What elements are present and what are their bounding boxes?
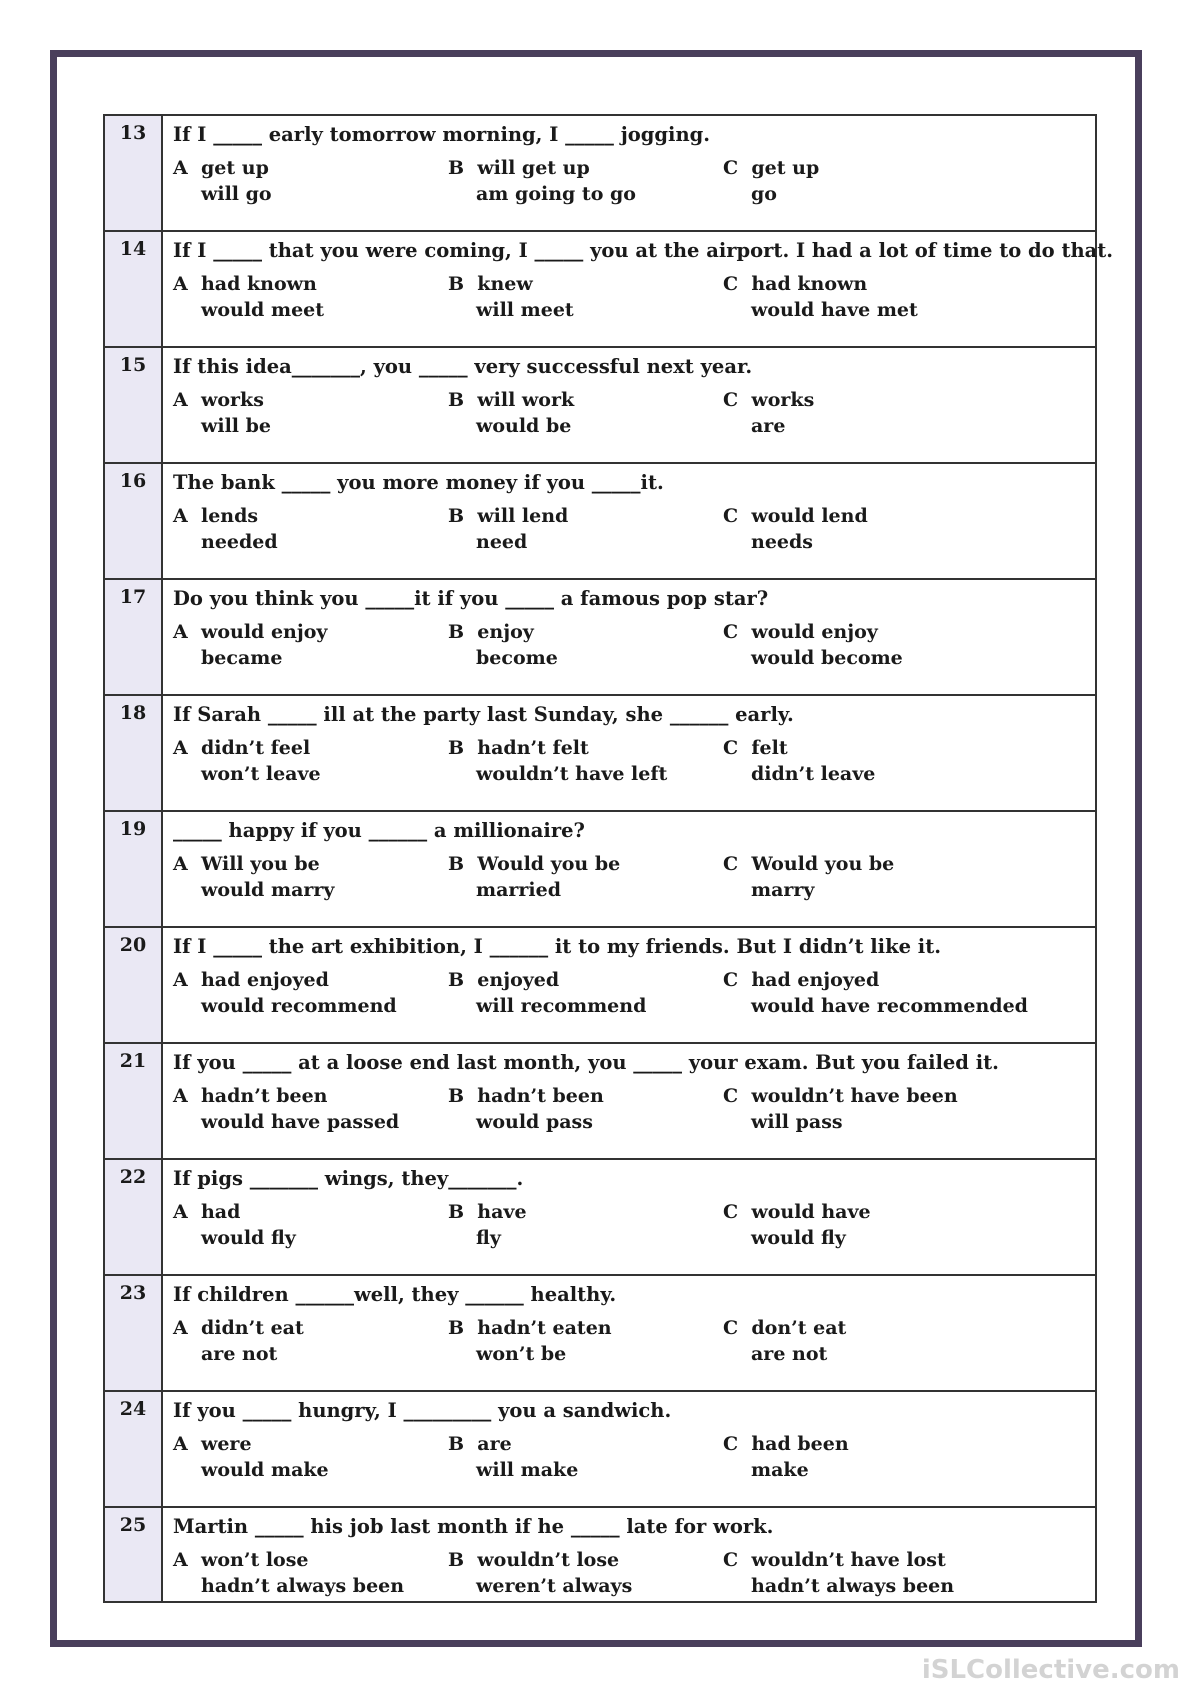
question-content [162, 927, 1096, 1043]
option-line2: are not [751, 1343, 828, 1365]
question-content [162, 579, 1096, 695]
answer-options [173, 1433, 1085, 1485]
question-row [104, 463, 1096, 579]
answer-option-b[interactable] [448, 1433, 723, 1485]
option-first-line [448, 737, 723, 763]
option-first-line [173, 1201, 448, 1227]
answer-option-c[interactable] [723, 1317, 998, 1369]
answer-option-c[interactable] [723, 505, 998, 557]
option-line2: hadn’t always been [751, 1575, 955, 1597]
question-text: Martin _____ his job last month if he _____ late for work. [173, 1515, 774, 1538]
option-first-line [448, 505, 723, 531]
option-first-line [173, 1549, 448, 1575]
option-line1: don’t eat [751, 1317, 847, 1339]
question-number: 13 [104, 115, 162, 231]
option-letter: B [448, 1549, 465, 1571]
answer-option-b[interactable] [448, 1317, 723, 1369]
option-line1: knew [477, 273, 533, 295]
option-line2: married [476, 879, 562, 901]
option-letter: C [723, 273, 739, 295]
option-line2: am going to go [476, 183, 636, 205]
option-line2: would marry [201, 879, 335, 901]
question-row [104, 811, 1096, 927]
option-first-line [723, 1085, 998, 1111]
option-letter: A [173, 1317, 188, 1339]
question-text: _____ happy if you ______ a millionaire? [173, 819, 585, 842]
answer-option-b[interactable] [448, 737, 723, 789]
option-line2: would fly [751, 1227, 846, 1249]
answer-options [173, 1085, 1085, 1137]
option-letter: A [173, 1433, 188, 1455]
option-first-line [173, 273, 448, 299]
option-line1: lends [200, 505, 259, 527]
option-letter: A [173, 737, 188, 759]
option-letter: C [723, 505, 739, 527]
option-line1: would enjoy [751, 621, 878, 643]
option-letter: B [448, 737, 465, 759]
question-text: Do you think you _____it if you _____ a famous pop star? [173, 587, 769, 610]
option-first-line [723, 505, 998, 531]
quiz-table [103, 114, 1114, 1603]
question-row [104, 347, 1096, 463]
answer-option-a[interactable] [173, 1085, 448, 1137]
option-first-line [723, 969, 998, 995]
option-line2: are [751, 415, 786, 437]
option-line2: didn’t leave [751, 763, 876, 785]
question-content [162, 811, 1096, 927]
option-first-line [448, 853, 723, 879]
question-content [162, 1043, 1096, 1159]
option-line2: needs [751, 531, 813, 553]
question-number: 24 [104, 1391, 162, 1507]
answer-option-b[interactable] [448, 1549, 723, 1601]
answer-option-a[interactable] [173, 969, 448, 1021]
option-line2: will go [201, 183, 272, 205]
option-letter: B [448, 1433, 465, 1455]
answer-options [173, 737, 1085, 789]
option-letter: B [448, 621, 465, 643]
answer-option-b[interactable] [448, 505, 723, 557]
question-content [162, 1159, 1096, 1275]
option-line1: would have [751, 1201, 871, 1223]
option-line1: hadn’t eaten [477, 1317, 612, 1339]
option-line1: wouldn’t have been [751, 1085, 958, 1107]
answer-option-c[interactable] [723, 1201, 998, 1253]
answer-option-c[interactable] [723, 969, 1028, 1021]
option-letter: C [723, 1433, 739, 1455]
answer-option-c[interactable] [723, 853, 998, 905]
question-text: If pigs _______ wings, they_______. [173, 1167, 524, 1190]
option-line2: would be [476, 415, 572, 437]
question-content [162, 1391, 1096, 1507]
option-line2: are not [201, 1343, 278, 1365]
site-watermark: iSLCollective.com [921, 1655, 1180, 1685]
option-line1: Will you be [200, 853, 320, 875]
question-row [104, 1043, 1096, 1159]
question-content [162, 347, 1096, 463]
option-line1: didn’t eat [200, 1317, 304, 1339]
question-text: If this idea_______, you _____ very successful next year. [173, 355, 753, 378]
option-line1: felt [751, 737, 788, 759]
question-content [162, 115, 1096, 231]
option-first-line [723, 1317, 998, 1343]
option-first-line [723, 737, 998, 763]
option-first-line [448, 621, 723, 647]
option-letter: C [723, 969, 739, 991]
question-text: If I _____ early tomorrow morning, I _____ jogging. [173, 123, 711, 146]
question-text: If you _____ hungry, I _________ you a sandwich. [173, 1399, 672, 1422]
option-line1: hadn’t felt [477, 737, 589, 759]
option-line2: would have recommended [751, 995, 1028, 1017]
option-line2: would have met [751, 299, 918, 321]
option-letter: C [723, 157, 739, 179]
answer-options [173, 621, 1085, 673]
option-letter: B [448, 853, 465, 875]
option-line2: fly [476, 1227, 501, 1249]
answer-options [173, 505, 1085, 557]
option-first-line [173, 853, 448, 879]
answer-options [173, 273, 1085, 325]
answer-option-b[interactable] [448, 389, 723, 441]
answer-option-c[interactable] [723, 737, 998, 789]
option-line2: would fly [201, 1227, 296, 1249]
option-line2: hadn’t always been [201, 1575, 405, 1597]
option-line1: had [200, 1201, 241, 1223]
answer-options [173, 969, 1085, 1021]
option-letter: A [173, 853, 188, 875]
question-content [162, 695, 1096, 811]
option-letter: C [723, 853, 739, 875]
option-letter: B [448, 157, 465, 179]
option-first-line [723, 1549, 998, 1575]
question-number: 16 [104, 463, 162, 579]
option-first-line [173, 1317, 448, 1343]
option-letter: A [173, 1085, 188, 1107]
question-number: 14 [104, 231, 162, 347]
option-first-line [173, 621, 448, 647]
question-number: 25 [104, 1507, 162, 1602]
option-first-line [723, 389, 998, 415]
option-line2: will meet [476, 299, 574, 321]
question-row [104, 927, 1096, 1043]
option-first-line [448, 1433, 723, 1459]
question-row [104, 231, 1096, 347]
question-row [104, 1507, 1096, 1602]
option-letter: B [448, 1317, 465, 1339]
question-number: 17 [104, 579, 162, 695]
question-number: 23 [104, 1275, 162, 1391]
option-line2: wouldn’t have left [476, 763, 668, 785]
option-first-line [448, 273, 723, 299]
answer-option-a[interactable] [173, 1317, 448, 1369]
answer-option-c[interactable] [723, 621, 998, 673]
option-line1: would lend [751, 505, 868, 527]
question-text: If I _____ that you were coming, I _____ you at the airport. I had a lot of time to do that. [173, 239, 1114, 262]
question-number: 21 [104, 1043, 162, 1159]
option-line1: wouldn’t have lost [751, 1549, 946, 1571]
option-letter: C [723, 1317, 739, 1339]
option-line1: had been [751, 1433, 849, 1455]
option-line2: will recommend [476, 995, 647, 1017]
option-line1: works [751, 389, 815, 411]
question-row [104, 695, 1096, 811]
answer-option-a[interactable] [173, 1201, 448, 1253]
option-line2: will pass [751, 1111, 843, 1133]
option-line1: won’t lose [200, 1549, 309, 1571]
answer-option-c[interactable] [723, 389, 998, 441]
option-line1: had enjoyed [200, 969, 329, 991]
option-line1: get up [200, 157, 269, 179]
option-line2: weren’t always [476, 1575, 633, 1597]
option-line2: would meet [201, 299, 325, 321]
option-first-line [173, 1433, 448, 1459]
option-letter: C [723, 621, 739, 643]
option-first-line [448, 389, 723, 415]
option-line1: enjoyed [477, 969, 560, 991]
answer-option-a[interactable] [173, 621, 448, 673]
option-letter: B [448, 505, 465, 527]
question-text: If children ______well, they ______ healthy. [173, 1283, 617, 1306]
option-line2: won’t leave [201, 763, 321, 785]
question-row [104, 1159, 1096, 1275]
option-letter: B [448, 273, 465, 295]
option-line1: would enjoy [200, 621, 328, 643]
question-text: If I _____ the art exhibition, I ______ it to my friends. But I didn’t like it. [173, 935, 942, 958]
question-row [104, 115, 1096, 231]
option-letter: A [173, 1549, 188, 1571]
question-number: 22 [104, 1159, 162, 1275]
option-first-line [448, 157, 723, 183]
answer-option-a[interactable] [173, 1549, 448, 1601]
answer-options [173, 157, 1085, 209]
question-text: If you _____ at a loose end last month, you _____ your exam. But you failed it. [173, 1051, 999, 1074]
option-line2: would recommend [201, 995, 397, 1017]
option-first-line [448, 1549, 723, 1575]
option-line1: have [477, 1201, 527, 1223]
option-line2: need [476, 531, 528, 553]
answer-option-c[interactable] [723, 1085, 998, 1137]
option-first-line [173, 505, 448, 531]
option-first-line [448, 1317, 723, 1343]
option-first-line [723, 1433, 998, 1459]
option-line1: enjoy [477, 621, 534, 643]
option-line1: were [200, 1433, 252, 1455]
answer-option-a[interactable] [173, 737, 448, 789]
question-number: 20 [104, 927, 162, 1043]
option-letter: A [173, 157, 188, 179]
option-line1: will lend [477, 505, 569, 527]
question-content [162, 1507, 1096, 1602]
option-letter: B [448, 969, 465, 991]
answer-option-c[interactable] [723, 273, 998, 325]
option-line2: make [751, 1459, 809, 1481]
answer-option-b[interactable] [448, 1085, 723, 1137]
option-line1: get up [751, 157, 820, 179]
option-line1: are [477, 1433, 512, 1455]
option-letter: C [723, 1201, 739, 1223]
option-letter: C [723, 737, 739, 759]
option-line1: had known [200, 273, 317, 295]
question-content [162, 463, 1096, 579]
option-first-line [723, 853, 998, 879]
answer-option-a[interactable] [173, 157, 448, 209]
option-line2: go [751, 183, 777, 205]
option-line2: become [476, 647, 558, 669]
option-line2: would have passed [201, 1111, 400, 1133]
option-line1: hadn’t been [477, 1085, 604, 1107]
option-line1: will get up [477, 157, 590, 179]
option-letter: A [173, 389, 188, 411]
answer-option-b[interactable] [448, 273, 723, 325]
answer-options [173, 1317, 1085, 1369]
option-line2: needed [201, 531, 278, 553]
answer-option-b[interactable] [448, 853, 723, 905]
option-first-line [448, 1085, 723, 1111]
option-line1: Would you be [477, 853, 621, 875]
option-first-line [723, 1201, 998, 1227]
question-content [162, 231, 1114, 347]
answer-option-a[interactable] [173, 853, 448, 905]
answer-option-c[interactable] [723, 157, 998, 209]
option-line1: had enjoyed [751, 969, 880, 991]
option-line1: hadn’t been [200, 1085, 328, 1107]
answer-options [173, 389, 1085, 441]
option-letter: A [173, 1201, 188, 1223]
answer-options [173, 853, 1085, 905]
option-letter: C [723, 389, 739, 411]
option-line2: will be [201, 415, 271, 437]
option-first-line [173, 737, 448, 763]
option-first-line [723, 273, 998, 299]
question-content [162, 1275, 1096, 1391]
question-row [104, 1391, 1096, 1507]
option-first-line [173, 389, 448, 415]
option-letter: B [448, 389, 465, 411]
question-number: 18 [104, 695, 162, 811]
question-row [104, 579, 1096, 695]
option-letter: A [173, 273, 188, 295]
answer-option-a[interactable] [173, 273, 448, 325]
option-line2: won’t be [476, 1343, 567, 1365]
option-letter: B [448, 1201, 465, 1223]
option-letter: B [448, 1085, 465, 1107]
question-text: The bank _____ you more money if you _____it. [173, 471, 664, 494]
answer-option-a[interactable] [173, 1433, 448, 1485]
option-line1: works [200, 389, 264, 411]
question-number: 15 [104, 347, 162, 463]
option-first-line [448, 1201, 723, 1227]
option-letter: C [723, 1085, 739, 1107]
option-line2: marry [751, 879, 815, 901]
option-line1: had known [751, 273, 868, 295]
answer-options [173, 1201, 1085, 1253]
answer-option-b[interactable] [448, 969, 723, 1021]
option-line1: Would you be [751, 853, 895, 875]
option-first-line [173, 157, 448, 183]
option-first-line [448, 969, 723, 995]
option-letter: A [173, 621, 188, 643]
question-number: 19 [104, 811, 162, 927]
option-first-line [723, 157, 998, 183]
question-row [104, 1275, 1096, 1391]
answer-option-a[interactable] [173, 389, 448, 441]
answer-option-a[interactable] [173, 505, 448, 557]
question-text: If Sarah _____ ill at the party last Sunday, she ______ early. [173, 703, 794, 726]
option-line1: wouldn’t lose [477, 1549, 620, 1571]
option-line2: would make [201, 1459, 329, 1481]
answer-option-b[interactable] [448, 621, 723, 673]
option-line2: would pass [476, 1111, 593, 1133]
option-line1: will work [477, 389, 575, 411]
answer-option-c[interactable] [723, 1549, 998, 1601]
option-line2: will make [476, 1459, 579, 1481]
option-first-line [723, 621, 998, 647]
answer-options [173, 1549, 1085, 1601]
answer-option-b[interactable] [448, 157, 723, 209]
option-line2: became [201, 647, 283, 669]
option-letter: A [173, 505, 188, 527]
option-line1: didn’t feel [200, 737, 311, 759]
option-first-line [173, 1085, 448, 1111]
option-letter: C [723, 1549, 739, 1571]
answer-option-c[interactable] [723, 1433, 998, 1485]
option-line2: would become [751, 647, 903, 669]
option-first-line [173, 969, 448, 995]
answer-option-b[interactable] [448, 1201, 723, 1253]
option-letter: A [173, 969, 188, 991]
